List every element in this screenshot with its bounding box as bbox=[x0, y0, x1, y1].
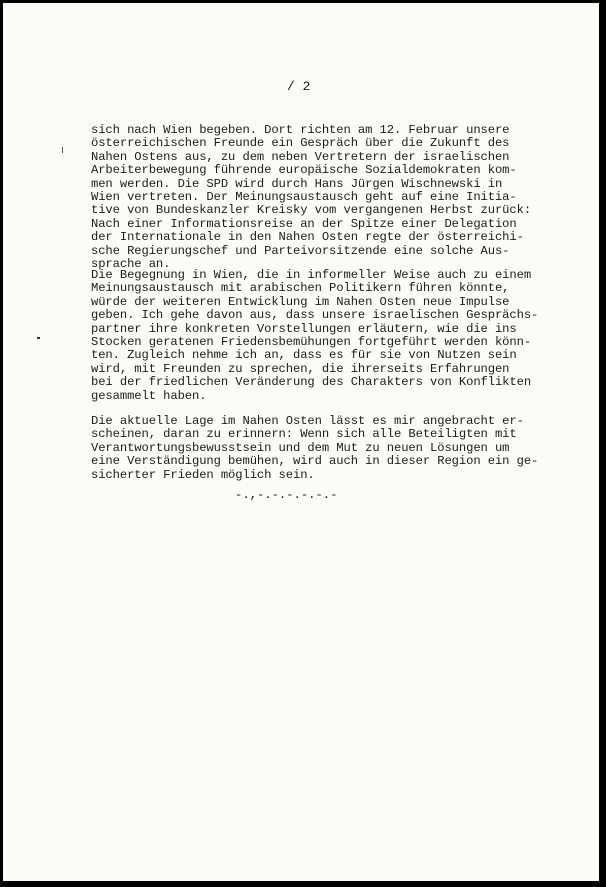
text-line: eine Verständigung bemühen, wird auch in dieser Region ein ge- bbox=[91, 454, 539, 469]
page-number: / 2 bbox=[287, 79, 311, 94]
text-line: partner ihre konkreten Vorstellungen erläutern, wie die ins bbox=[91, 321, 517, 336]
document-page bbox=[3, 3, 599, 881]
end-mark: -.,-.-.-.-.-.- bbox=[235, 488, 338, 502]
text-line: Die Begegnung in Wien, die in informeller Weise auch zu einem bbox=[91, 268, 532, 282]
text-line: Arbeiterbewegung führende europäische Sozialdemokraten kom- bbox=[91, 163, 517, 178]
margin-mark bbox=[37, 337, 40, 339]
text-line: würde der weiteren Entwicklung im Nahen Osten neue Impulse bbox=[91, 294, 510, 309]
text-line: österreichischen Freunde ein Gespräch über die Zukunft des bbox=[91, 136, 510, 151]
paragraph-1 bbox=[91, 124, 551, 271]
text-line: sich nach Wien begeben. Dort richten am 12. Februar unsere bbox=[91, 123, 510, 137]
text-line: Verantwortungsbewusstsein und dem Mut zu neuen Lösungen um bbox=[91, 440, 510, 455]
text-line: ten. Zugleich nehme ich an, dass es für sie von Nutzen sein bbox=[91, 348, 517, 363]
text-line: Nach einer Informationsreise an der Spitze einer Delegation bbox=[91, 216, 517, 231]
text-line: gesammelt haben. bbox=[91, 388, 207, 403]
text-line: men werden. Die SPD wird durch Hans Jürgen Wischnewski in bbox=[91, 176, 503, 191]
paragraph-3 bbox=[91, 415, 551, 482]
text-line: Wien vertreten. Der Meinungsaustausch geht auf eine Initia- bbox=[91, 190, 517, 205]
text-line: Stocken geratenen Friedensbemühungen fortgeführt werden könn- bbox=[91, 335, 532, 350]
text-line: tive von Bundeskanzler Kreisky vom vergangenen Herbst zurück: bbox=[91, 203, 532, 218]
text-line: Die aktuelle Lage im Nahen Osten lässt es mir angebracht er- bbox=[91, 414, 524, 428]
text-line: sche Regierungschef und Parteivorsitzende eine solche Aus- bbox=[91, 243, 510, 258]
paragraph-2 bbox=[91, 269, 551, 403]
text-line: scheinen, daran zu erinnern: Wenn sich alle Beteiligten mit bbox=[91, 427, 517, 442]
margin-mark bbox=[62, 147, 63, 153]
text-line: sprache an. bbox=[91, 257, 171, 272]
text-line: wird, mit Freunden zu sprechen, die ihrerseits Erfahrungen bbox=[91, 361, 510, 376]
text-line: bei der friedlichen Veränderung des Charakters von Konflikten bbox=[91, 375, 532, 390]
text-line: Nahen Ostens aus, zu dem neben Vertretern der israelischen bbox=[91, 149, 510, 164]
text-line: geben. Ich gehe davon aus, dass unsere israelischen Gesprächs- bbox=[91, 308, 539, 323]
text-line: der Internationale in den Nahen Osten regte der österreichi- bbox=[91, 230, 524, 245]
text-line: sicherter Frieden möglich sein. bbox=[91, 467, 315, 482]
text-line: Meinungsaustausch mit arabischen Politikern führen könnte, bbox=[91, 281, 510, 296]
